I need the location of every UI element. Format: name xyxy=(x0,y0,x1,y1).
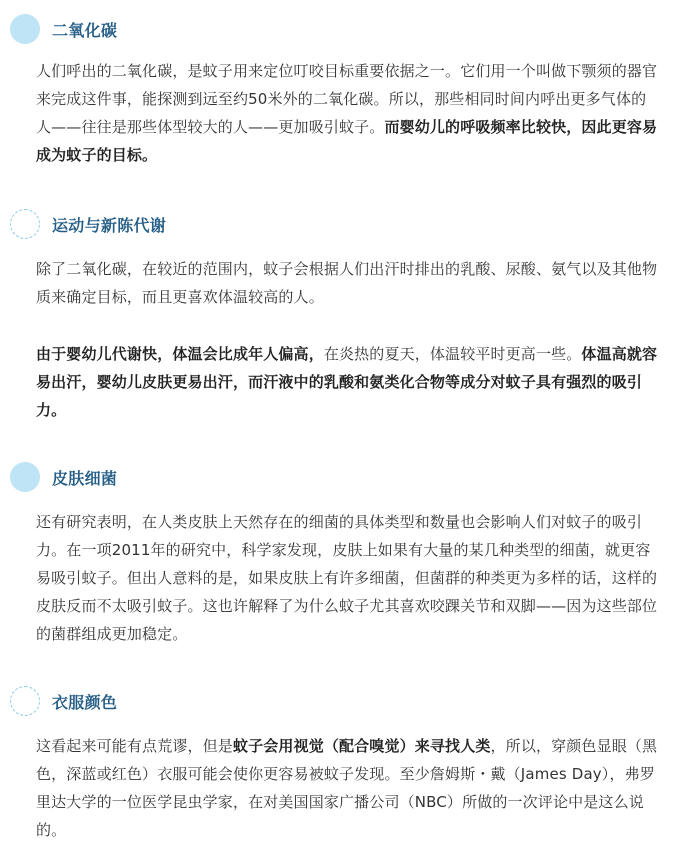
paragraph-bold-text: 由于婴幼儿代谢快，体温会比成年人偏高， xyxy=(36,345,324,363)
solid-circle-icon xyxy=(10,462,40,492)
section-title: 运动与新陈代谢 xyxy=(52,215,167,235)
paragraph-text: 除了二氧化碳，在较近的范围内，蚊子会根据人们出汗时排出的乳酸、尿酸、氨气以及其他物质来确定目标，而且更喜欢体温较高的人。 xyxy=(36,260,658,306)
section-title: 皮肤细菌 xyxy=(52,468,118,488)
section-heading-clothing-color xyxy=(10,686,117,716)
paragraph xyxy=(36,255,660,311)
section-heading-skin-bacteria xyxy=(10,462,117,492)
paragraph xyxy=(36,340,660,424)
section-title: 衣服颜色 xyxy=(52,692,118,712)
dashed-circle-icon xyxy=(10,686,40,716)
dashed-circle-icon xyxy=(10,209,40,239)
paragraph-bold-text: 而婴幼儿的呼吸频率比较快，因此更容易成为蚊子的目标。 xyxy=(36,118,658,164)
paragraph-text: 这看起来可能有点荒谬，但是 xyxy=(36,737,233,755)
section-title: 二氧化碳 xyxy=(52,20,118,40)
paragraph-text: 还有研究表明，在人类皮肤上天然存在的细菌的具体类型和数量也会影响人们对蚊子的吸引力。在一项2011年的研究中，科学家发现，皮肤上如果有大量的某几种类型的细菌，就更容易吸引蚊子。但出人意料的是，如果皮肤上有许多细菌，但菌群的种类更为多样的话，这样的皮肤反而不太吸引蚊子。这也许解释了为什么蚊子尤其喜欢咬踝关节和双脚——因为这些部位的菌群组成更加稳定。 xyxy=(36,513,658,643)
paragraph xyxy=(36,508,660,648)
solid-circle-icon xyxy=(10,14,40,44)
paragraph xyxy=(36,57,660,169)
paragraph-bold-text: 体温高就容易出汗，婴幼儿皮肤更易出汗，而汗液中的乳酸和氨类化合物等成分对蚊子具有强烈的吸引力。 xyxy=(36,345,658,419)
paragraph-text: 在炎热的夏天，体温较平时更高一些。 xyxy=(323,345,582,363)
section-heading-metabolism xyxy=(10,209,166,239)
paragraph-bold-text: 蚊子会用视觉（配合嗅觉）来寻找人类 xyxy=(232,737,491,755)
paragraph xyxy=(36,732,660,844)
paragraph-text: ，所以，穿颜色显眼（黑色，深蓝或红色）衣服可能会使你更容易被蚊子发现。至少詹姆斯・戴（James Day），弗罗里达大学的一位医学昆虫学家，在对美国国家广播公司（NBC）所做的一次评论中是这么说的。 xyxy=(36,737,658,839)
section-heading-co2 xyxy=(10,14,117,44)
paragraph-text: 人们呼出的二氧化碳，是蚊子用来定位叮咬目标重要依据之一。它们用一个叫做下颚须的器官来完成这件事，能探测到远至约50米外的二氧化碳。所以，那些相同时间内呼出更多气体的人——往往是那些体型较大的人——更加吸引蚊子。 xyxy=(36,62,658,136)
